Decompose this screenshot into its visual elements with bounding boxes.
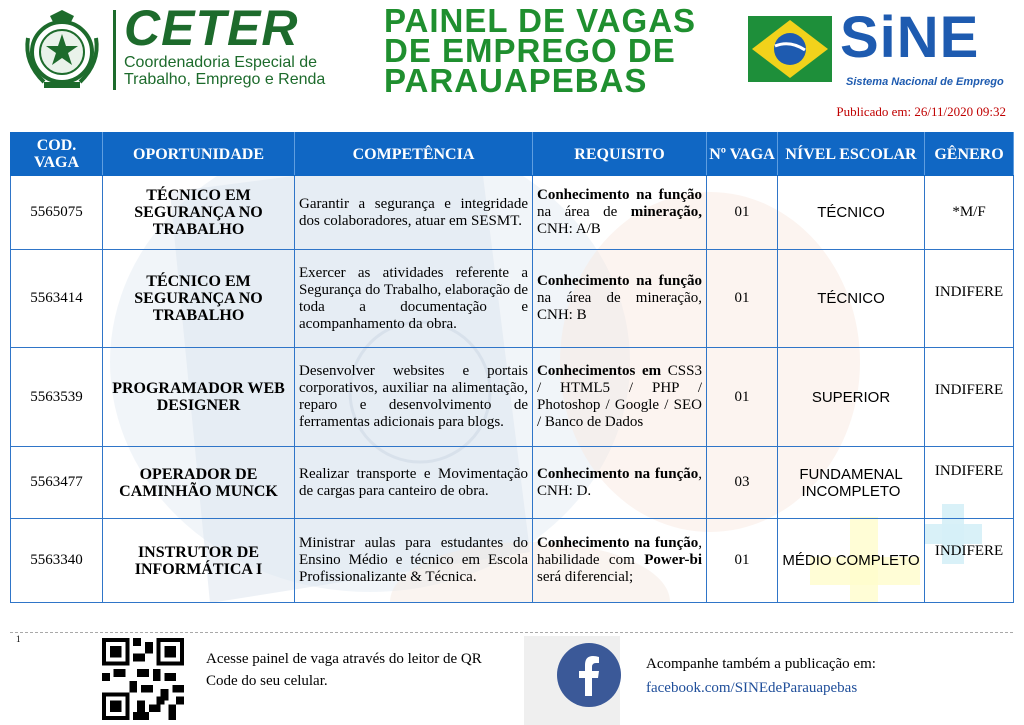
requirement-bold: Conhecimento na função (537, 187, 702, 203)
job-qty: 03 (707, 447, 778, 519)
qr-instructions: Acesse painel de vaga através do leitor de QR Code do seu celular. (206, 651, 482, 689)
column-header-requirement: REQUISITO (533, 133, 707, 176)
job-qty: 01 (707, 348, 778, 447)
job-qty: 01 (707, 250, 778, 348)
table-header-row (11, 133, 1014, 176)
table-row (11, 348, 1014, 447)
facebook-promo (646, 652, 1006, 700)
header-divider (113, 10, 116, 90)
job-opportunity: TÉCNICO EM SEGURANÇA NO TRABALHO (103, 250, 295, 348)
job-opportunity: INSTRUTOR DE INFORMÁTICA I (103, 519, 295, 603)
requirement-text: na área de mineração, CNH: B (537, 290, 702, 323)
requirement-text: na área de (537, 204, 631, 220)
requirement-bold-2: Power-bi (644, 552, 702, 568)
published-date: Publicado em: 26/11/2020 09:32 (836, 104, 1006, 119)
job-qty: 01 (707, 519, 778, 603)
facebook-link[interactable]: facebook.com/SINEdeParauapebas (646, 680, 858, 696)
requirement-tail: será diferencial; (537, 569, 634, 585)
job-competence: Exercer as atividades referente a Segurança do Trabalho, elaboração de toda a documentação e acompanhamento da obra. (295, 250, 533, 348)
job-level: TÉCNICO (778, 250, 925, 348)
job-requirement (533, 176, 707, 250)
footnote-mark: 1 (16, 634, 21, 644)
requirement-text: , CNH: D. (537, 465, 702, 499)
jobs-table-wrapper (10, 132, 1013, 603)
qr-code-icon (102, 638, 184, 720)
job-level: FUNDAMENAL INCOMPLETO (778, 447, 925, 519)
job-competence: Garantir a segurança e integridade dos colaboradores, atuar em SESMT. (295, 176, 533, 250)
job-competence: Desenvolver websites e portais corporativos, auxiliar na alimentação, reparo e desenvolvimento de ferramentas adicionais para blogs. (295, 348, 533, 447)
job-code: 5563414 (11, 250, 103, 348)
column-header-opportunity: OPORTUNIDADE (103, 133, 295, 176)
requirement-bold: Conhecimento na função (537, 273, 702, 289)
job-level: TÉCNICO (778, 176, 925, 250)
ceter-subtitle: Coordenadoria Especial de Trabalho, Emprego e Renda (124, 54, 326, 88)
job-opportunity: PROGRAMADOR WEB DESIGNER (103, 348, 295, 447)
requirement-bold: Conhecimento na função (537, 465, 699, 482)
column-header-competence: COMPETÊNCIA (295, 133, 533, 176)
requirement-tail: CNH: A/B (537, 221, 601, 237)
column-header-gender: GÊNERO (925, 133, 1014, 176)
job-level: MÉDIO COMPLETO (778, 519, 925, 603)
requirement-text: , habilidade com (537, 535, 702, 568)
requirement-bold: Conhecimentos em (537, 363, 662, 379)
table-row (11, 250, 1014, 348)
column-header-qty: Nº VAGA (707, 133, 778, 176)
table-row (11, 176, 1014, 250)
requirement-text: CSS3 / HTML5 / PHP / Photoshop / Google / SEO / Banco de Dados (537, 363, 702, 430)
job-opportunity: OPERADOR DE CAMINHÃO MUNCK (103, 447, 295, 519)
job-competence: Realizar transporte e Movimentação de cargas para canteiro de obra. (295, 447, 533, 519)
job-code: 5563340 (11, 519, 103, 603)
job-opportunity: TÉCNICO EM SEGURANÇA NO TRABALHO (103, 176, 295, 250)
table-row (11, 447, 1014, 519)
job-qty: 01 (707, 176, 778, 250)
job-requirement (533, 348, 707, 447)
job-code: 5563539 (11, 348, 103, 447)
sine-subtitle: Sistema Nacional de Emprego (846, 76, 1004, 88)
job-requirement (533, 447, 707, 519)
state-emblem-icon (20, 8, 104, 92)
page-header (0, 0, 1024, 125)
ceter-title: CETER (124, 0, 299, 56)
job-gender: *M/F (925, 176, 1014, 250)
requirement-bold-2: mineração, (630, 204, 702, 220)
jobs-table (10, 132, 1014, 603)
job-gender: INDIFERE (925, 348, 1014, 447)
sine-flag-icon (748, 10, 832, 88)
job-requirement (533, 519, 707, 603)
column-header-code: COD. VAGA (11, 133, 103, 176)
job-level: SUPERIOR (778, 348, 925, 447)
job-competence: Ministrar aulas para estudantes do Ensino Médio e técnico em Escola Profissionalizante & Técnica. (295, 519, 533, 603)
page-title: PAINEL DE VAGAS DE EMPREGO DE PARAUAPEBAS (384, 2, 697, 99)
job-code: 5563477 (11, 447, 103, 519)
job-gender: INDIFERE (925, 250, 1014, 348)
sine-title: SiNE (840, 5, 980, 70)
facebook-icon[interactable] (556, 642, 622, 708)
footer-divider (10, 632, 1013, 633)
table-row (11, 519, 1014, 603)
requirement-bold: Conhecimento na função (537, 535, 699, 551)
job-code: 5565075 (11, 176, 103, 250)
facebook-promo-text: Acompanhe também a publicação em: (646, 656, 876, 672)
job-requirement (533, 250, 707, 348)
column-header-level: NÍVEL ESCOLAR (778, 133, 925, 176)
job-gender: INDIFERE (925, 519, 1014, 603)
job-gender: INDIFERE (925, 447, 1014, 519)
